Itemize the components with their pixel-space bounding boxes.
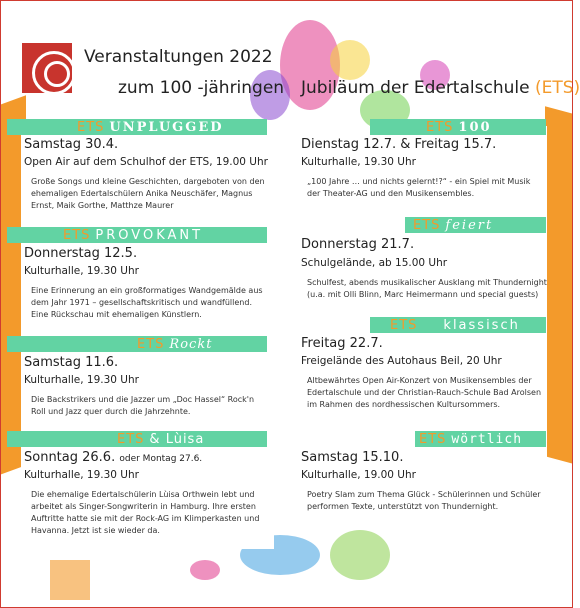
event-bar-100 xyxy=(370,119,546,135)
event-date-extra: oder Montag 27.6. xyxy=(119,454,203,464)
event-place: Freigelände des Autohaus Beil, 20 Uhr xyxy=(301,355,502,367)
event-bar-feiert xyxy=(405,217,546,233)
bar-tag: UNPLUGGED xyxy=(109,119,224,135)
bar-ets-label: ETS xyxy=(137,336,165,352)
bar-ets-label: ETS xyxy=(117,431,145,447)
event-bar-provokant xyxy=(7,227,267,243)
header-ets: (ETS) xyxy=(534,78,580,98)
event-place: Kulturhalle, 19.30 Uhr xyxy=(24,265,139,277)
event-bar-rockt xyxy=(7,336,267,352)
event-description: Große Songs und kleine Geschichten, dargeboten von den ehemaligen Edertalschülern Anika Neuschäfer, Magnus Ernst, Maik Gorthe, Matthze Maurer xyxy=(31,177,265,210)
event-place: Kulturhalle, 19.30 Uhr xyxy=(301,156,416,168)
event-place: Kulturhalle, 19.00 Uhr xyxy=(301,469,416,481)
bar-tag: 100 xyxy=(458,119,492,135)
event-description: Poetry Slam zum Thema Glück - Schülerinnen und Schüler performen Texte, unterstützt von Thundernight. xyxy=(307,490,541,511)
event-description: Die ehemalige Edertalschülerin Lùisa Orthwein lebt und arbeitet als Singer-Songwriterin in Hamburg. Ihre ersten Auftritte hatte sie mit der Rock-AG im Klimperkasten und Havanna. Jetzt ist sie wieder da. xyxy=(31,490,260,535)
header-line2a: zum 100 -jähringen xyxy=(118,78,285,98)
event-date: Samstag 30.4. xyxy=(24,137,119,152)
bar-ets-label: ETS xyxy=(413,217,441,233)
event-place: Open Air auf dem Schulhof der ETS, 19.00 Uhr xyxy=(24,156,268,168)
event-date-main: Sonntag 26.6. xyxy=(24,450,116,465)
bar-ets-label: ETS xyxy=(426,119,454,135)
event-description: Die Backstrikers und die Jazzer um „Doc Hassel“ Rock'n Roll und Jazz quer durch die Jahrzehnte. xyxy=(31,395,255,416)
event-description: Schulfest, abends musikalischer Ausklang mit Thundernight (u.a. mit Olli Blinn, Marc Heimermann und special guests) xyxy=(307,278,547,299)
event-description: Eine Erinnerung an ein großformatiges Wandgemälde aus dem Jahr 1971 – gesellschaftskritisch und wandfüllend. Eine Rückschau mit ehemaligen Künstlern. xyxy=(31,286,263,319)
event-bar-klassisch xyxy=(370,317,546,333)
event-date: Freitag 22.7. xyxy=(301,336,383,351)
event-place: Schulgelände, ab 15.00 Uhr xyxy=(301,257,448,269)
bar-tag: wörtlich xyxy=(451,431,523,447)
event-description: Altbewährtes Open Air-Konzert von Musikensembles der Edertalschule und der Christian-Rauch-Schule Bad Arolsen im Rahmen des nordhessischen Kultursommers. xyxy=(307,376,542,409)
event-date: Donnerstag 12.5. xyxy=(24,246,138,261)
bar-tag: klassisch xyxy=(443,317,520,333)
event-date xyxy=(24,450,202,465)
bar-tag: Rockt xyxy=(169,336,213,352)
event-date: Donnerstag 21.7. xyxy=(301,237,415,252)
event-date: Samstag 15.10. xyxy=(301,450,404,465)
header-line2 xyxy=(301,78,580,98)
event-date: Samstag 11.6. xyxy=(24,355,119,370)
logo-ring-inner xyxy=(44,61,70,87)
header-line2b: Jubiläum der Edertalschule xyxy=(301,78,530,98)
event-bar-woertlich xyxy=(415,431,546,447)
bar-tag: PROVOKANT xyxy=(95,227,204,243)
event-bar-unplugged xyxy=(7,119,267,135)
event-date: Dienstag 12.7. & Freitag 15.7. xyxy=(301,137,497,152)
header-title: Veranstaltungen 2022 xyxy=(84,47,273,67)
event-place: Kulturhalle, 19.30 Uhr xyxy=(24,469,139,481)
bar-tag: feiert xyxy=(445,217,494,233)
event-place: Kulturhalle, 19.30 Uhr xyxy=(24,374,139,386)
event-description: „100 Jahre … und nichts gelernt!?“ - ein Spiel mit Musik der Theater-AG und den Musikensembles. xyxy=(307,177,531,198)
bar-ets-label: ETS xyxy=(77,119,105,135)
bar-tag: & Lùisa xyxy=(149,431,205,447)
bar-ets-label: ETS xyxy=(390,317,418,333)
bar-ets-label: ETS xyxy=(419,431,447,447)
school-logo xyxy=(22,43,72,93)
event-bar-luisa xyxy=(7,431,267,447)
bar-ets-label: ETS xyxy=(63,227,91,243)
